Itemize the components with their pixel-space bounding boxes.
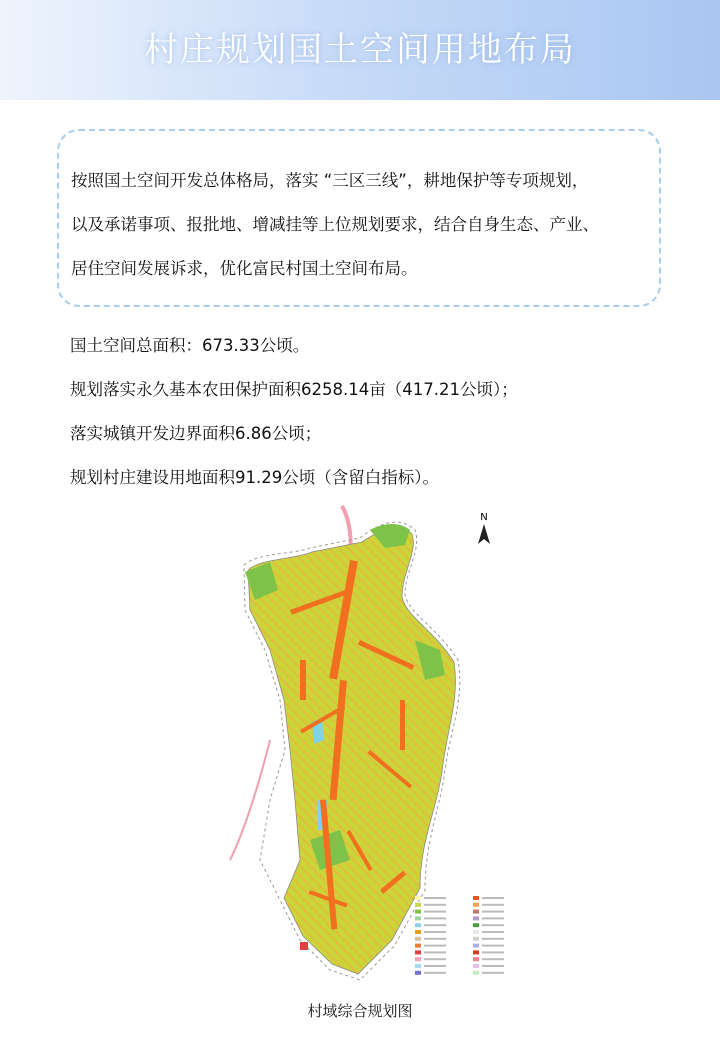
legend-label-mark (424, 972, 446, 974)
stat-village-land: 规划村庄建设用地面积91.29公顷（含留白指标）。 (70, 468, 439, 487)
stat-total-area: 国土空间总面积：673.33公顷。 (70, 336, 310, 355)
stat-farmland: 规划落实永久基本农田保护面积6258.14亩（417.21公顷）； (70, 380, 518, 399)
legend-label-mark (424, 958, 446, 960)
construction-land (300, 942, 308, 950)
map-svg (200, 500, 540, 990)
road-line (230, 740, 270, 860)
north-label: N (480, 512, 488, 523)
legend-swatch (473, 971, 479, 975)
north-arrow-icon (478, 512, 490, 544)
legend-label-mark (424, 897, 446, 899)
page-title: 村庄规划国土空间用地布局 (144, 30, 576, 70)
header-banner (0, 0, 720, 100)
legend-swatch (473, 944, 479, 948)
legend-label-mark (482, 958, 504, 960)
legend-swatch (415, 930, 421, 934)
legend-swatch (415, 937, 421, 941)
legend-swatch (473, 916, 479, 920)
legend-swatch (415, 971, 421, 975)
legend-label-mark (482, 951, 504, 953)
legend-label-mark (424, 904, 446, 906)
legend-swatch (473, 910, 479, 914)
intro-line: 以及承诺事项、报批地、增减挂等上位规划要求，结合自身生态、产业、 (71, 215, 599, 234)
stat-urban-boundary: 落实城镇开发边界面积6.86公顷； (70, 424, 322, 443)
legend-swatch (415, 923, 421, 927)
stats-list (70, 335, 690, 511)
legend-label-mark (482, 917, 504, 919)
legend-swatch (473, 930, 479, 934)
legend-swatch (473, 923, 479, 927)
legend-label-mark (482, 965, 504, 967)
legend-swatch (415, 910, 421, 914)
legend-swatch (473, 950, 479, 954)
legend-swatch (415, 964, 421, 968)
legend-label-mark (482, 938, 504, 940)
legend-label-mark (424, 931, 446, 933)
legend-swatch (473, 964, 479, 968)
legend-label-mark (482, 931, 504, 933)
legend-swatch (415, 957, 421, 961)
map-legend (415, 896, 504, 975)
legend-label-mark (424, 951, 446, 953)
legend-swatch (473, 957, 479, 961)
legend-label-mark (424, 938, 446, 940)
legend-label-mark (424, 911, 446, 913)
map-caption: 村域综合规划图 (307, 1002, 413, 1020)
legend-label-mark (424, 945, 446, 947)
legend-swatch (473, 937, 479, 941)
intro-line: 按照国土空间开发总体格局，落实 “三区三线”，耕地保护等专项规划， (71, 171, 589, 190)
intro-line: 居住空间发展诉求，优化富民村国土空间布局。 (71, 259, 418, 278)
legend-label-mark (482, 904, 504, 906)
legend-swatch (415, 950, 421, 954)
legend-label-mark (482, 897, 504, 899)
legend-swatch (473, 903, 479, 907)
legend-label-mark (482, 945, 504, 947)
legend-label-mark (482, 911, 504, 913)
legend-label-mark (482, 972, 504, 974)
legend-label-mark (424, 917, 446, 919)
intro-box (57, 129, 661, 307)
legend-swatch (415, 944, 421, 948)
legend-swatch (473, 896, 479, 900)
legend-swatch (415, 896, 421, 900)
legend-label-mark (424, 965, 446, 967)
legend-label-mark (424, 924, 446, 926)
intro-paragraph (71, 159, 661, 291)
land-use-map (200, 500, 540, 990)
legend-swatch (415, 903, 421, 907)
legend-swatch (415, 916, 421, 920)
legend-label-mark (482, 924, 504, 926)
